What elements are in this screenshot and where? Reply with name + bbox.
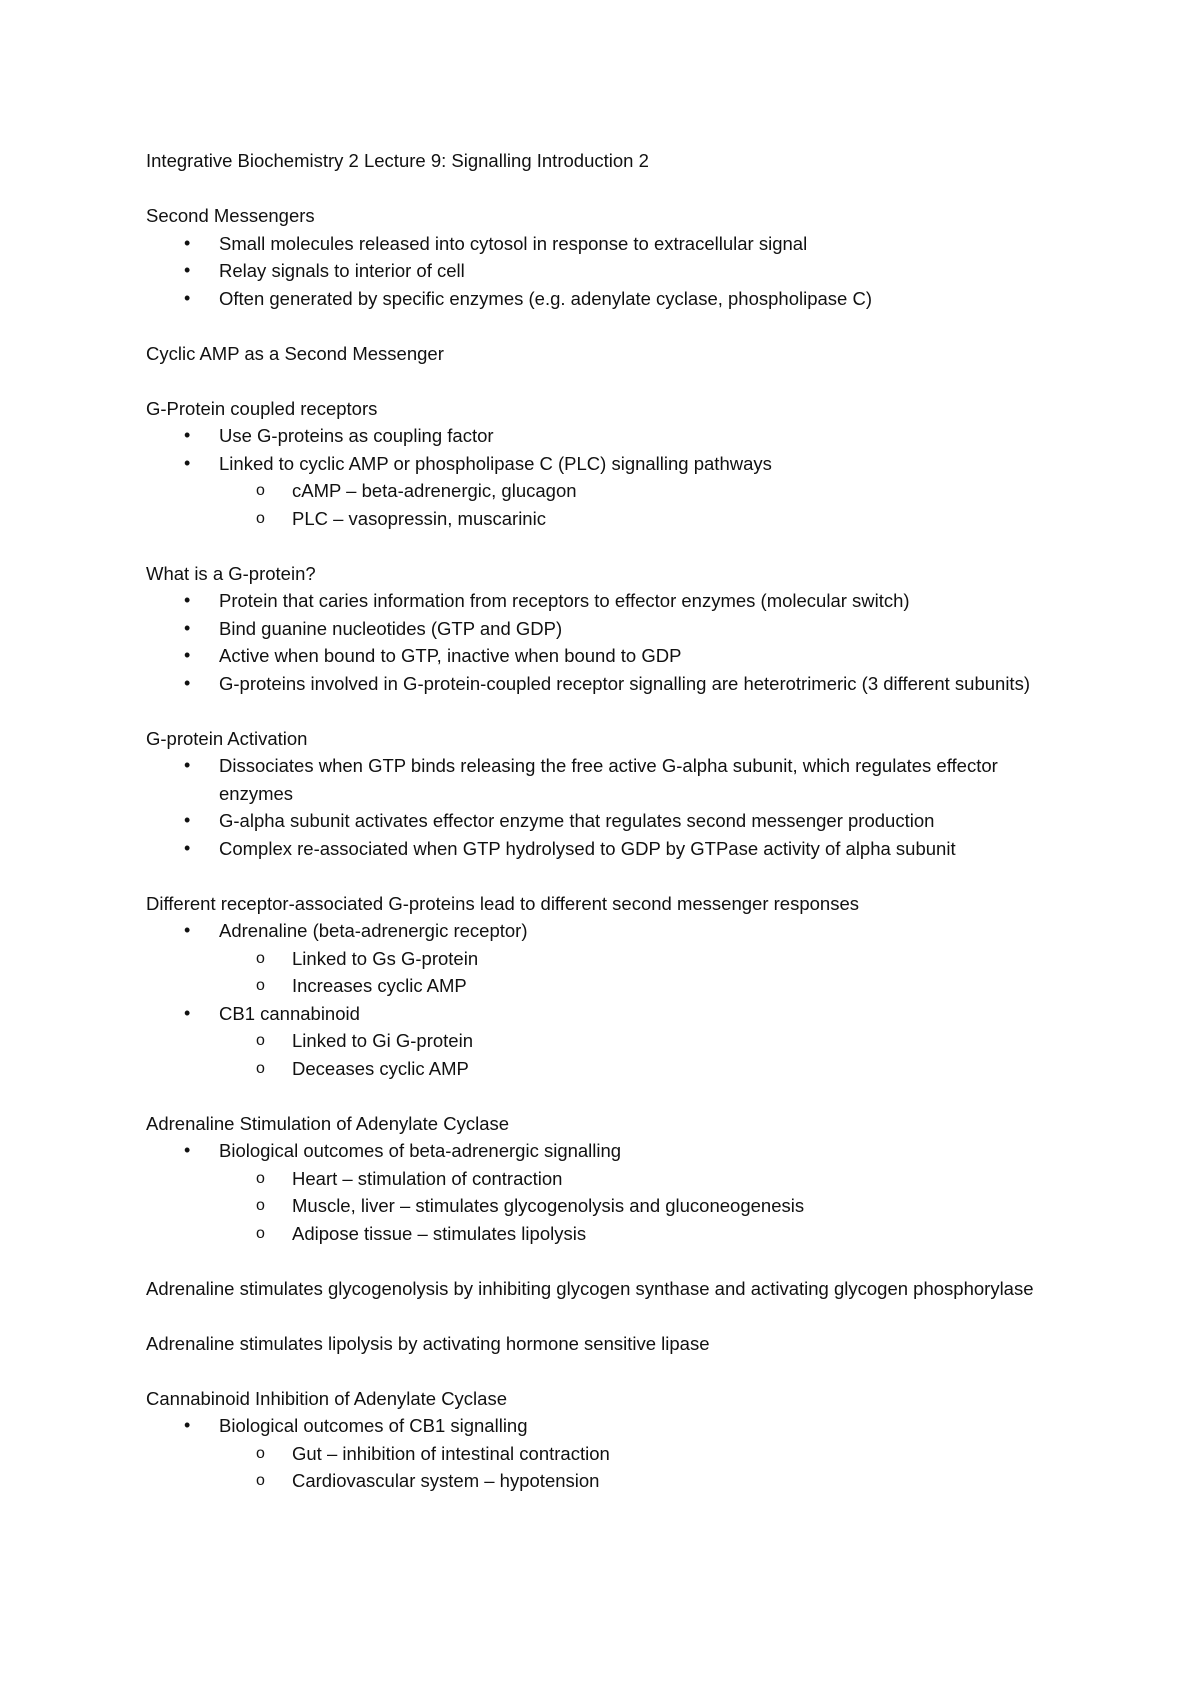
spacer	[146, 367, 1066, 395]
spacer	[146, 175, 1066, 203]
list-item: • Small molecules released into cytosol in response to extracellular signal	[146, 230, 1066, 258]
section-heading-adrenaline-stimulation: Adrenaline Stimulation of Adenylate Cyclase	[146, 1112, 510, 1134]
bullet-list	[146, 1412, 1066, 1495]
list-item: • Relay signals to interior of cell	[146, 257, 1066, 285]
bullet-list	[146, 587, 1066, 697]
bullet-list	[146, 422, 1066, 532]
sub-list-item: o Increases cyclic AMP	[146, 972, 1066, 1000]
section-heading-cyclic-amp: Cyclic AMP as a Second Messenger	[146, 342, 444, 364]
sub-list-item: o Linked to Gs G-protein	[146, 945, 1066, 973]
list-item: • Often generated by specific enzymes (e.g. adenylate cyclase, phospholipase C)	[146, 285, 1066, 313]
spacer	[146, 862, 1066, 890]
sub-list-item: o Linked to Gi G-protein	[146, 1027, 1066, 1055]
list-item: • Biological outcomes of CB1 signalling	[146, 1412, 1066, 1440]
section-heading-second-messengers: Second Messengers	[146, 205, 315, 226]
section-heading-different-receptors: Different receptor-associated G-proteins lead to different second messenger responses	[146, 892, 859, 914]
bullet-list	[146, 230, 1066, 313]
section-heading-what-is-g-protein: What is a G-protein?	[146, 562, 316, 584]
list-item: • Linked to cyclic AMP or phospholipase C (PLC) signalling pathways	[146, 450, 1066, 478]
section-heading-cannabinoid-inhibition: Cannabinoid Inhibition of Adenylate Cyclase	[146, 1387, 507, 1409]
spacer	[146, 312, 1066, 340]
spacer	[146, 1357, 1066, 1385]
list-item: • G-proteins involved in G-protein-coupled receptor signalling are heterotrimeric (3 different subunits)	[146, 670, 1066, 698]
bullet-list	[146, 917, 1066, 1082]
document-title: Integrative Biochemistry 2 Lecture 9: Signalling Introduction 2	[146, 150, 649, 171]
list-item: • Use G-proteins as coupling factor	[146, 422, 1066, 450]
sub-list-item: o Heart – stimulation of contraction	[146, 1165, 1066, 1193]
spacer	[146, 697, 1066, 725]
list-item: • G-alpha subunit activates effector enzyme that regulates second messenger production	[146, 807, 1066, 835]
spacer	[146, 1082, 1066, 1110]
spacer	[146, 1247, 1066, 1275]
sub-list-item: o Muscle, liver – stimulates glycogenolysis and gluconeogenesis	[146, 1192, 1066, 1220]
list-item: • Complex re-associated when GTP hydrolysed to GDP by GTPase activity of alpha subunit	[146, 835, 1066, 863]
paragraph-glycogenolysis: Adrenaline stimulates glycogenolysis by inhibiting glycogen synthase and activating glycogen phosphorylase	[146, 1277, 1034, 1299]
list-item: • Dissociates when GTP binds releasing the free active G-alpha subunit, which regulates effector enzymes	[146, 752, 1066, 807]
document-page	[146, 147, 1066, 1495]
bullet-list	[146, 1137, 1066, 1247]
list-item: • Adrenaline (beta-adrenergic receptor)	[146, 917, 1066, 945]
list-item: • Biological outcomes of beta-adrenergic signalling	[146, 1137, 1066, 1165]
bullet-list	[146, 752, 1066, 862]
spacer	[146, 532, 1066, 560]
paragraph-lipolysis: Adrenaline stimulates lipolysis by activating hormone sensitive lipase	[146, 1332, 710, 1354]
sub-list-item: o cAMP – beta-adrenergic, glucagon	[146, 477, 1066, 505]
list-item: • Protein that caries information from receptors to effector enzymes (molecular switch)	[146, 587, 1066, 615]
list-item: • CB1 cannabinoid	[146, 1000, 1066, 1028]
section-heading-g-protein-activation: G-protein Activation	[146, 727, 308, 749]
sub-list-item: o Cardiovascular system – hypotension	[146, 1467, 1066, 1495]
section-heading-gpcr: G-Protein coupled receptors	[146, 397, 378, 419]
sub-list-item: o Deceases cyclic AMP	[146, 1055, 1066, 1083]
list-item: • Bind guanine nucleotides (GTP and GDP)	[146, 615, 1066, 643]
sub-list-item: o Gut – inhibition of intestinal contraction	[146, 1440, 1066, 1468]
sub-list-item: o Adipose tissue – stimulates lipolysis	[146, 1220, 1066, 1248]
list-item: • Active when bound to GTP, inactive when bound to GDP	[146, 642, 1066, 670]
spacer	[146, 1302, 1066, 1330]
sub-list-item: o PLC – vasopressin, muscarinic	[146, 505, 1066, 533]
